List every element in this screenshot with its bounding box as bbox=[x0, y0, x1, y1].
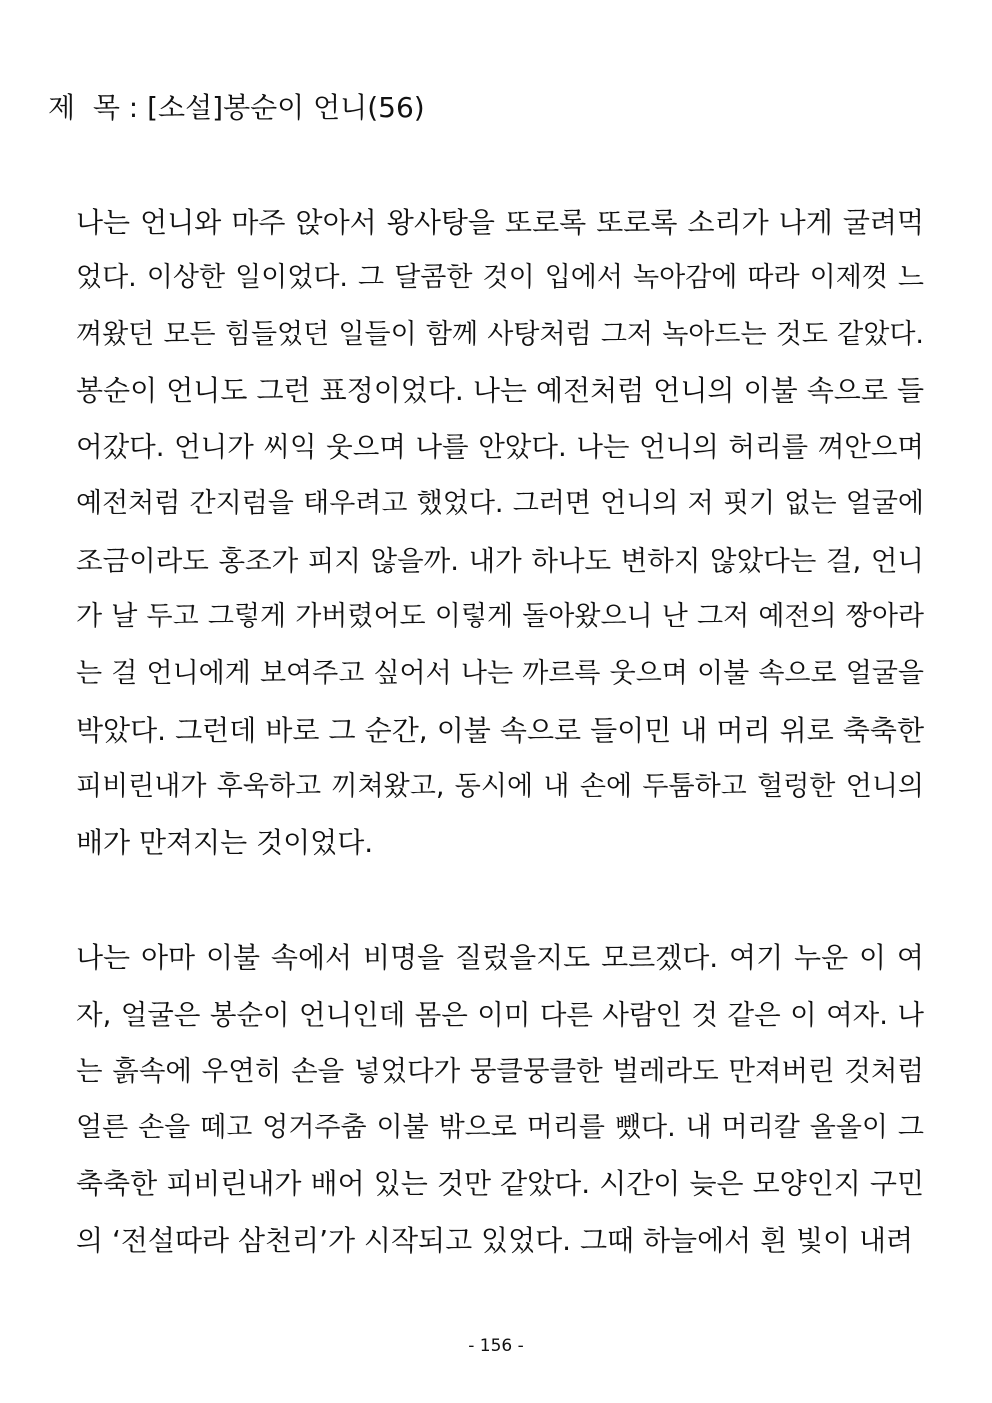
text-line: 배가 만져지는 것이었다. bbox=[76, 826, 374, 859]
text-line: 조금이라도 홍조가 피지 않을까. 내가 하나도 변하지 않았다는 걸, 언니 bbox=[76, 545, 924, 577]
text-line: 나는 언니와 마주 앉아서 왕사탕을 또로록 또로록 소리가 나게 굴려먹 bbox=[76, 206, 924, 239]
text-line: 얼른 손을 떼고 엉거주춤 이불 밖으로 머리를 뺐다. 내 머리칼 올올이 그 bbox=[76, 1112, 924, 1143]
document-title: 제 목 : [소설]봉순이 언니(56) bbox=[48, 91, 425, 124]
text-line: 자, 얼굴은 봉순이 언니인데 몸은 이미 다른 사람인 것 같은 이 여자. 나 bbox=[76, 999, 924, 1031]
text-line: 예전처럼 간지럼을 태우려고 했었다. 그러면 언니의 저 핏기 없는 얼굴에 bbox=[76, 488, 924, 519]
text-line: 는 걸 언니에게 보여주고 싶어서 나는 까르륵 웃으며 이불 속으로 얼굴을 bbox=[76, 658, 924, 689]
text-line: 어갔다. 언니가 씨익 웃으며 나를 안았다. 나는 언니의 허리를 껴안으며 bbox=[76, 431, 924, 463]
text-line: 축축한 피비린내가 배어 있는 것만 같았다. 시간이 늦은 모양인지 구민 bbox=[76, 1167, 924, 1200]
page-number: - 156 - bbox=[468, 1336, 524, 1356]
text-line: 봉순이 언니도 그런 표정이었다. 나는 예전처럼 언니의 이불 속으로 들 bbox=[76, 374, 924, 407]
text-line: 껴왔던 모든 힘들었던 일들이 함께 사탕처럼 그저 녹아드는 것도 같았다. bbox=[76, 319, 924, 350]
text-line: 박았다. 그런데 바로 그 순간, 이불 속으로 들이민 내 머리 위로 축축한 bbox=[76, 714, 924, 747]
text-line: 의 ‘전설따라 삼천리’가 시작되고 있었다. 그때 하늘에서 흰 빛이 내려 bbox=[76, 1224, 914, 1257]
text-line: 피비린내가 후욱하고 끼쳐왔고, 동시에 내 손에 두툼하고 헐렁한 언니의 bbox=[76, 771, 924, 802]
text-line: 는 흙속에 우연히 손을 넣었다가 뭉클뭉클한 벌레라도 만져버린 것처럼 bbox=[76, 1055, 924, 1087]
text-line: 나는 아마 이불 속에서 비명을 질렀을지도 모르겠다. 여기 누운 이 여 bbox=[76, 941, 924, 974]
text-line: 가 날 두고 그렇게 가버렸어도 이렇게 돌아왔으니 난 그저 예전의 짱아라 bbox=[76, 601, 924, 632]
text-line: 었다. 이상한 일이었다. 그 달콤한 것이 입에서 녹아감에 따라 이제껏 느 bbox=[76, 262, 924, 293]
